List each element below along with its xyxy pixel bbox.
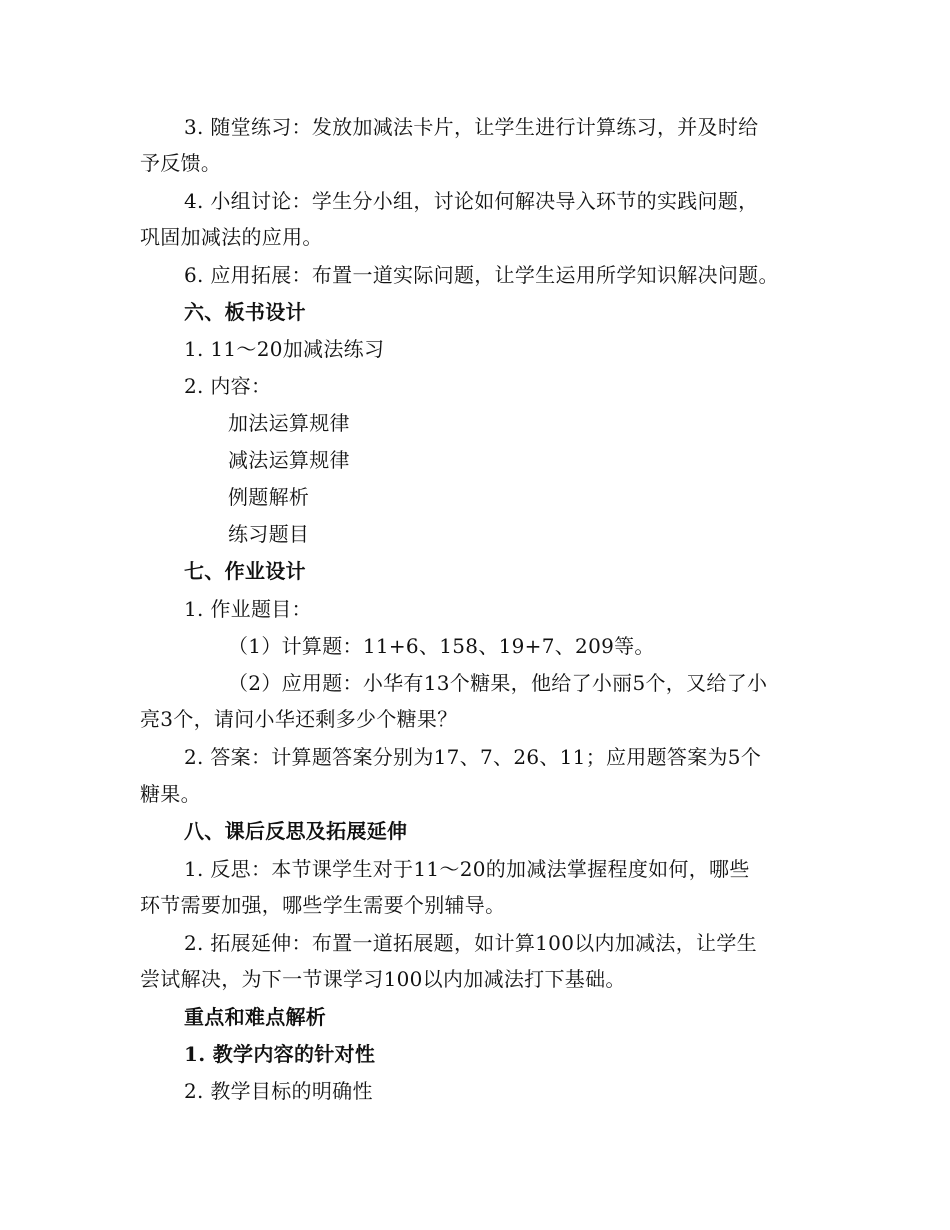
extension-line-1: 2. 拓展延伸：布置一道拓展题，如计算100以内加减法，让学生: [184, 931, 757, 955]
homework-word-problem-line-1: （2）应用题：小华有13个糖果，他给了小丽5个，又给了小: [228, 671, 768, 695]
heading-homework-design: 七、作业设计: [184, 559, 306, 583]
paragraph-practice-line-2: 予反馈。: [140, 151, 222, 175]
reflection-line-1: 1. 反思：本节课学生对于11～20的加减法掌握程度如何，哪些: [184, 857, 750, 881]
homework-answers-line-1: 2. 答案：计算题答案分别为17、7、26、11；应用题答案为5个: [184, 745, 762, 769]
board-content-exercises: 练习题目: [228, 522, 310, 546]
board-content-subtraction-rules: 减法运算规律: [228, 448, 350, 472]
key-point-clear-objectives: 2. 教学目标的明确性: [184, 1079, 373, 1103]
paragraph-application-extension: 6. 应用拓展：布置一道实际问题，让学生运用所学知识解决问题。: [184, 263, 779, 287]
key-point-targeted-content: 1. 教学内容的针对性: [184, 1042, 376, 1066]
paragraph-group-discussion-line-1: 4. 小组讨论：学生分小组，讨论如何解决导入环节的实践问题，: [184, 189, 759, 213]
homework-answers-line-2: 糖果。: [140, 782, 201, 806]
paragraph-group-discussion-line-2: 巩固加减法的应用。: [140, 225, 323, 249]
reflection-line-2: 环节需要加强，哪些学生需要个别辅导。: [140, 893, 506, 917]
homework-word-problem-line-2: 亮3个，请问小华还剩多少个糖果？: [140, 707, 458, 731]
homework-calculation-questions: （1）计算题：11+6、158、19+7、209等。: [228, 634, 655, 658]
homework-topics-label: 1. 作业题目：: [184, 597, 312, 621]
extension-line-2: 尝试解决，为下一节课学习100以内加减法打下基础。: [140, 967, 626, 991]
heading-reflection-extension: 八、课后反思及拓展延伸: [184, 819, 408, 843]
heading-key-points-analysis: 重点和难点解析: [184, 1005, 327, 1029]
paragraph-practice-line-1: 3. 随堂练习：发放加减法卡片，让学生进行计算练习，并及时给: [184, 115, 759, 139]
board-item-title: 1. 11～20加减法练习: [184, 337, 385, 361]
board-content-addition-rules: 加法运算规律: [228, 411, 350, 435]
board-content-example-analysis: 例题解析: [228, 485, 310, 509]
board-item-content-label: 2. 内容：: [184, 374, 272, 398]
heading-board-design: 六、板书设计: [184, 300, 306, 324]
